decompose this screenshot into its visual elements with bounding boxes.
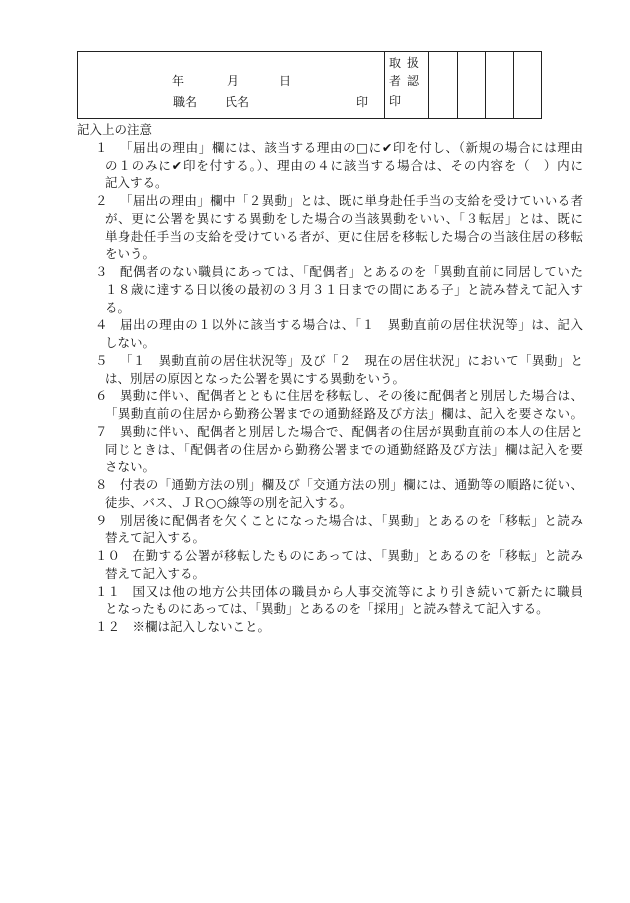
note-number: ４ [95,317,108,333]
note-item [95,583,583,619]
note-line [95,370,583,388]
note-text: 同じときは、「配偶者の住居から勤務公署までの通勤経路及び方法」欄は記入を要 [105,441,583,457]
note-text: 単身赴任手当の支給を受けている者が、更に住居を移転した場合の当該住居の移転 [105,228,583,244]
stamp-box [514,52,541,118]
handler-label-char: 扱 [407,56,420,70]
note-text: しない。 [105,335,156,350]
handler-label-char: 取 [389,56,402,70]
note-number: １１ [95,583,121,599]
note-line [95,139,583,157]
note-text: ※欄は記入しないこと。 [132,619,271,634]
note-line [95,210,583,228]
note-line [95,228,583,246]
note-item [95,423,583,476]
position-title-label: 職名 [173,95,198,109]
month-label: 月 [227,74,240,88]
note-number: ３ [95,264,108,279]
handler-label-char: 者 [389,74,402,88]
note-item [95,263,583,316]
note-item [95,139,583,192]
note-item [95,387,583,423]
note-item [95,547,583,583]
note-text: 「届出の理由」欄には、該当する理由の□に✔印を付し、（新規の場合には理由 [120,139,583,155]
note-text: 「１ 異動直前の居住状況等」及び「２ 現在の居住状況」において「異動」と [120,352,583,368]
stamp-box [458,52,485,118]
note-line [95,263,583,281]
note-number: １０ [95,548,121,563]
note-line [95,405,583,423]
column-divider [384,52,385,118]
note-line [95,458,583,476]
note-line [95,494,583,512]
note-text: １８歳に達する日以後の最初の３月３１日までの間にある子」と読み替えて記入す [105,281,583,297]
date-signature-stamp-table [77,51,542,119]
note-item [95,192,583,263]
note-number: ６ [95,388,108,404]
note-text: 配偶者のない職員にあっては、「配偶者」とあるのを「異動直前に同居していた [120,264,583,279]
handler-seal-label: 印 [389,94,402,108]
note-item [95,476,583,512]
handler-label-char: 認 [407,74,420,88]
note-line [95,245,583,263]
note-number: ８ [95,477,108,492]
note-line [95,387,583,405]
note-text: 「届出の理由」欄中「２異動」とは、既に単身赴任手当の支給を受けていいる者 [120,193,583,208]
note-text: 届出の理由の１以外に該当する場合は、「１ 異動直前の居住状況等」は、記入 [120,317,583,333]
note-line [95,157,583,175]
name-label: 氏名 [225,95,250,109]
note-line [95,281,583,299]
note-text: 替えて記入する。 [105,565,206,581]
note-item [95,512,583,548]
notes-heading: 記入上の注意 [77,122,153,137]
note-line [95,174,583,192]
note-line [95,441,583,459]
note-text: る。 [105,299,131,315]
note-line [95,476,583,494]
seal-label: 印 [356,95,369,109]
note-number: ９ [95,512,108,528]
note-line [95,316,583,334]
note-text: 別居後に配偶者を欠くことになった場合は、「異動」とあるのを「移転」と読み [120,512,583,528]
note-line [95,547,583,565]
note-text: 異動に伴い、配偶者とともに住居を移転し、その後に配偶者と別居した場合は、 [120,388,583,404]
note-line [95,529,583,547]
note-text: 異動に伴い、配偶者と別居した場合で、配偶者の住居が異動直前の本人の住居と [120,423,583,439]
note-text: 在勤する公署が移転したものにあっては、「異動」とあるのを「移転」と読み [132,548,583,563]
notes-list [95,139,583,636]
year-label: 年 [172,74,185,88]
note-line [95,192,583,210]
note-line [95,299,583,317]
note-text: をいう。 [105,246,156,262]
note-line [95,512,583,530]
note-line [95,565,583,583]
note-number: ２ [95,193,108,208]
note-line [95,583,583,601]
note-line [95,352,583,370]
note-number: １２ [95,619,121,634]
note-number: １ [95,139,108,155]
note-text: 徒歩、バス、ＪＲ○○線等の別を記入する。 [105,494,353,510]
day-label: 日 [279,74,292,88]
note-text: 「異動直前の住居から勤務公署までの通勤経路及び方法」欄は、記入を要さない。 [105,406,583,421]
note-number: ７ [95,423,108,439]
note-number: ５ [95,352,108,368]
note-line [95,423,583,441]
stamp-box [486,52,513,118]
note-text: となったものにあっては、「異動」とあるのを「採用」と読み替えて記入する。 [105,601,549,617]
note-text: の１のみに✔印を付する。）、理由の４に該当する場合は、その内容を（ ）内に [105,157,583,173]
stamp-box [429,52,457,118]
note-text: 記入する。 [105,175,168,191]
note-text: 替えて記入する。 [105,530,206,546]
note-item [95,618,583,636]
note-item [95,316,583,352]
note-text: さない。 [105,459,156,475]
note-item [95,352,583,388]
note-line [95,600,583,618]
note-text: 国又は他の地方公共団体の職員から人事交流等により引き続いて新たに職員 [132,583,583,599]
note-line [95,618,583,636]
note-text: が、更に公署を異にする異動をした場合の当該異動をいい、「３転居」とは、既に [105,210,583,226]
note-line [95,334,583,352]
note-text: は、別居の原因となった公署を異にする異動をいう。 [105,370,406,386]
note-text: 付表の「通勤方法の別」欄及び「交通方法の別」欄には、通勤等の順路に従い、 [120,477,583,492]
